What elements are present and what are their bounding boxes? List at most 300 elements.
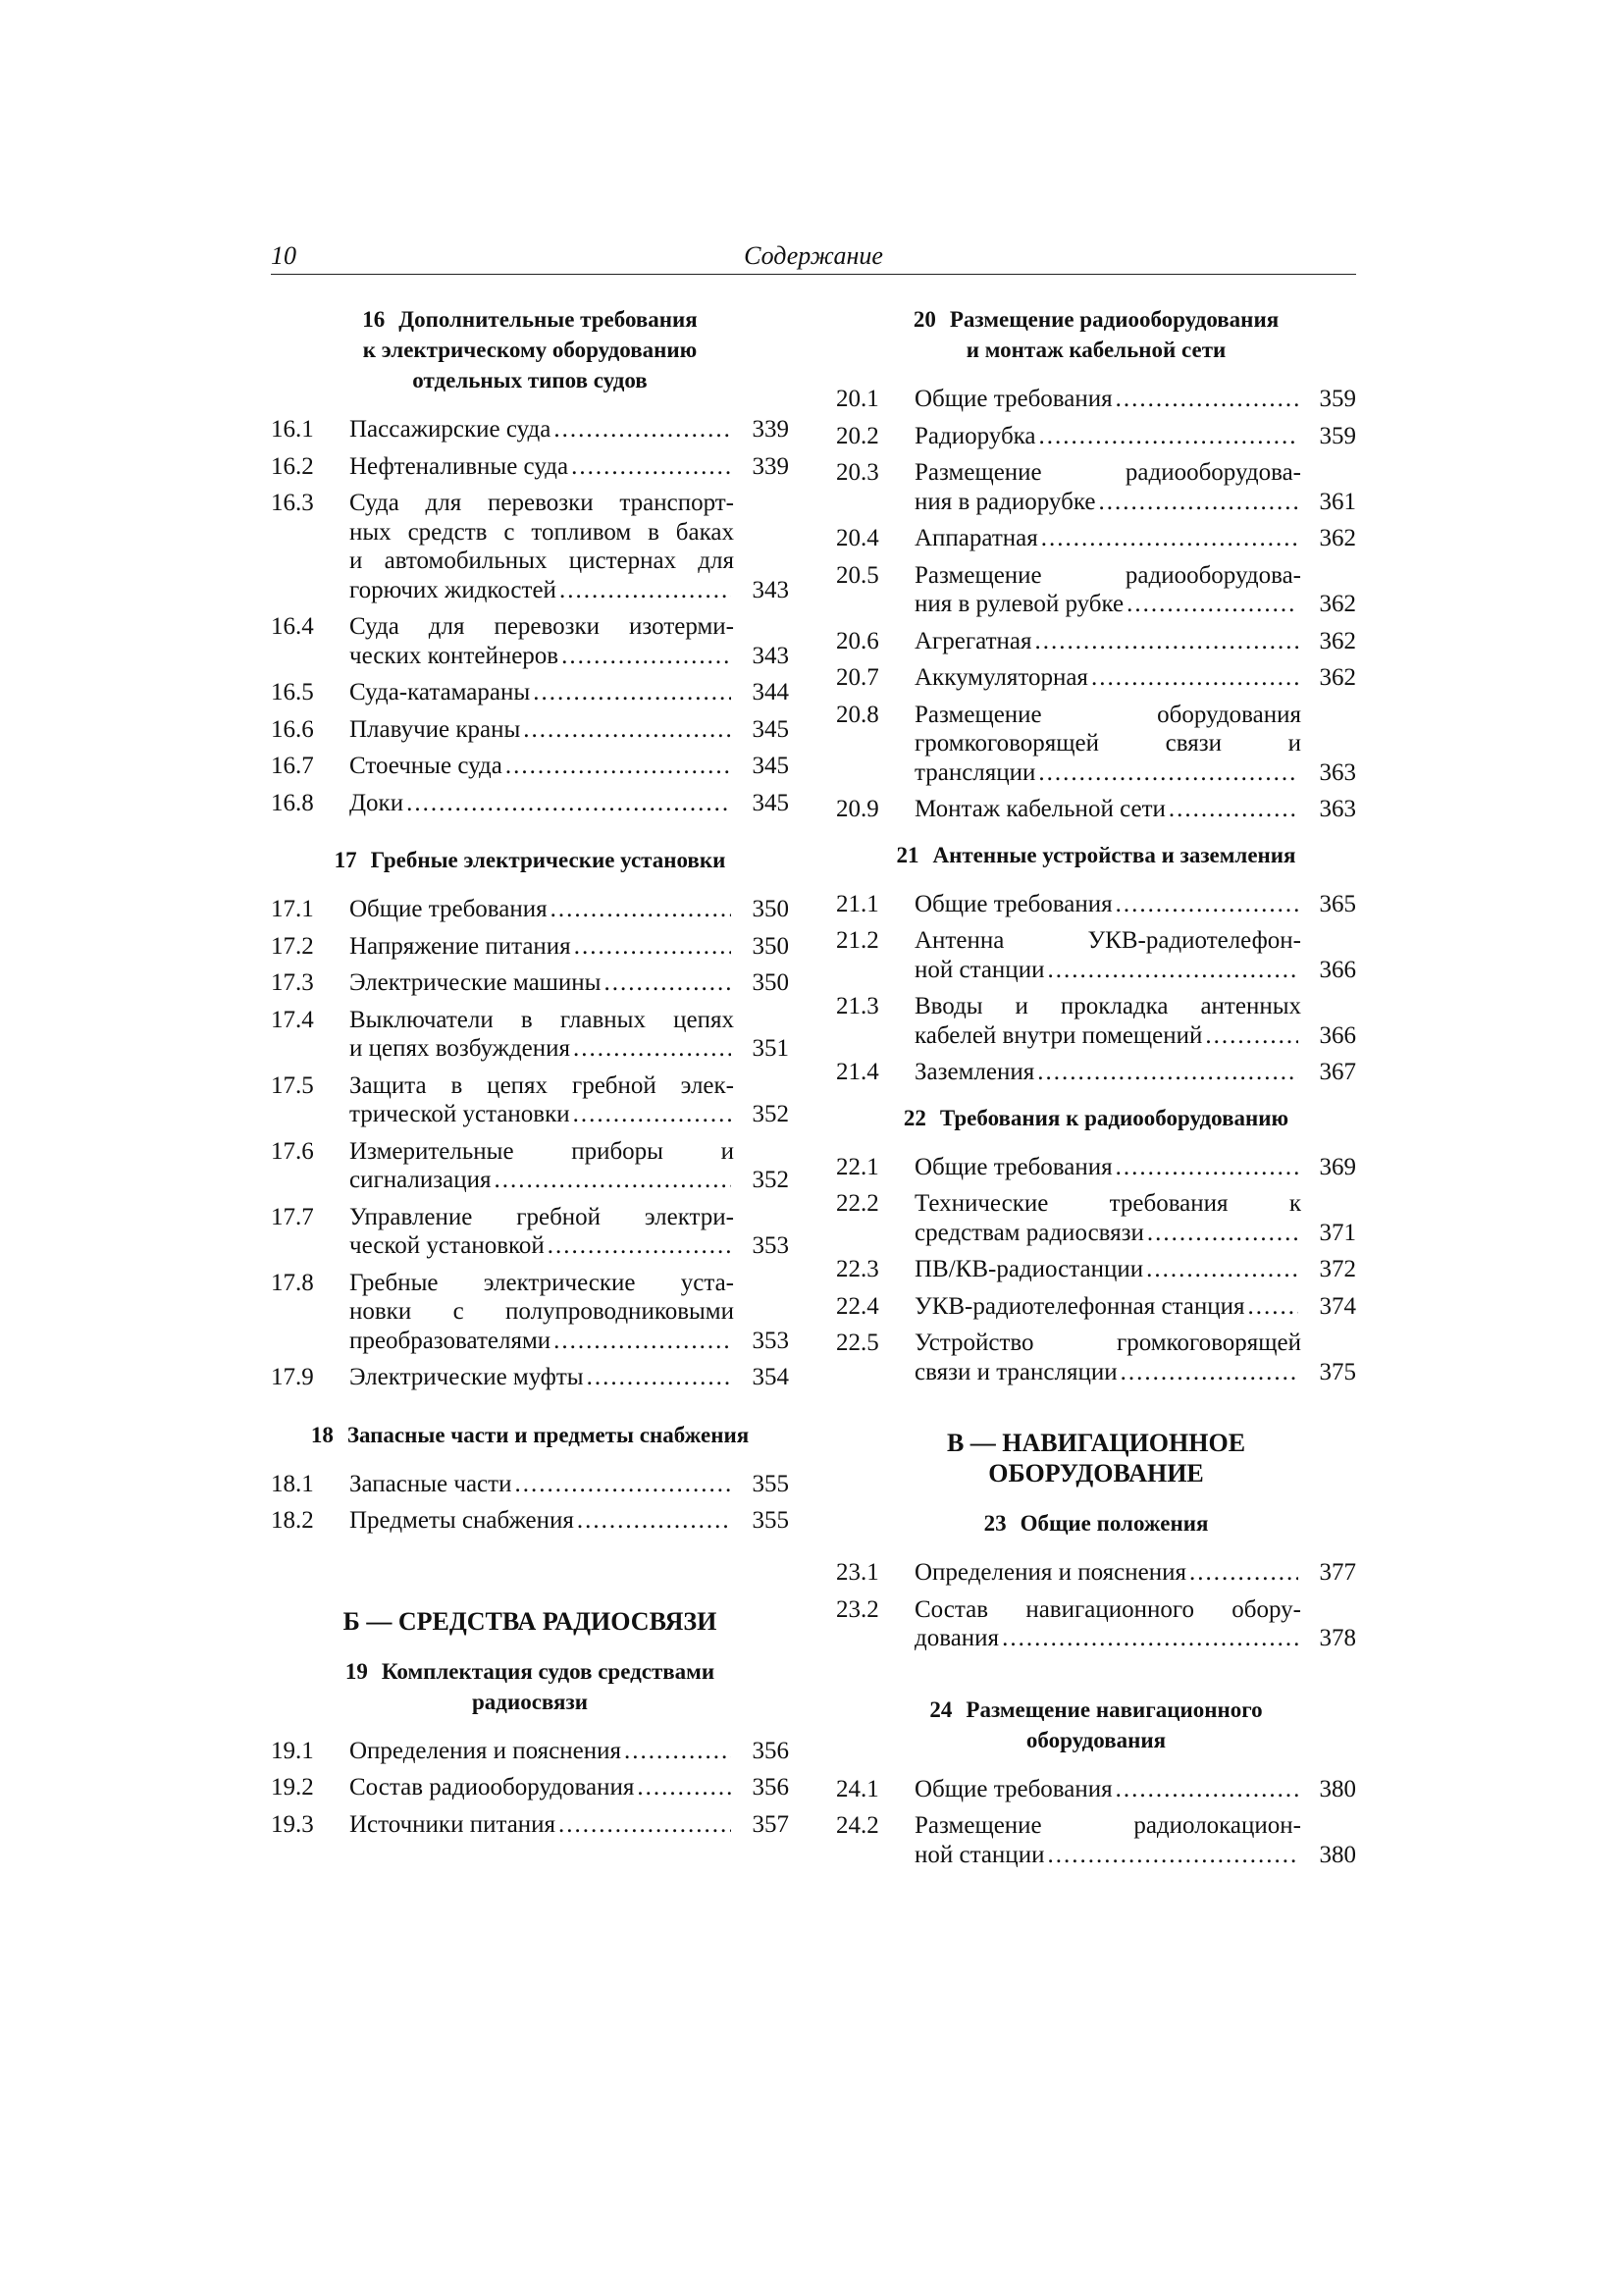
spacer [271, 1543, 789, 1606]
spacer [836, 1803, 1356, 1811]
entry-line: Суда для перевозки изотерми- [349, 613, 734, 640]
entry-title: ния в рулевой рубке [915, 591, 1125, 617]
spacer [836, 1095, 1356, 1103]
entry-line: Гребные электрические уста- [349, 1269, 734, 1296]
entry-line: Выключатели в главных цепях [349, 1006, 734, 1033]
entry-title: средствам радиосвязи [915, 1219, 1144, 1246]
toc-entry[interactable] [271, 1269, 789, 1356]
dot-leader [1248, 1292, 1299, 1322]
dot-leader [1147, 1219, 1298, 1248]
toc-entry[interactable] [836, 1811, 1356, 1869]
right-column [836, 304, 1356, 1877]
entry-number: 21.1 [836, 890, 879, 917]
section-number: 24 [929, 1696, 953, 1722]
entry-title: Нефтеналивные суда [349, 452, 569, 480]
entry-text [349, 932, 734, 962]
entry-title: Общие требования [915, 1153, 1113, 1180]
spacer [836, 414, 1356, 422]
spacer [271, 1355, 789, 1363]
section-heading [271, 304, 789, 395]
dot-leader [1121, 1358, 1298, 1387]
toc-entry[interactable] [836, 701, 1356, 788]
entry-number: 22.5 [836, 1330, 879, 1356]
spacer [836, 1133, 1356, 1153]
entry-title: Определения и пояснения [349, 1737, 621, 1764]
entry-number: 17.4 [271, 1006, 314, 1033]
entry-page: 365 [1319, 890, 1356, 917]
entry-number: 17.9 [271, 1364, 314, 1390]
entry-text [349, 715, 734, 745]
part-title-line: В — НАВИГАЦИОННОЕ [946, 1429, 1246, 1457]
entry-last-line [915, 524, 1301, 553]
entry-page: 377 [1319, 1559, 1356, 1586]
entry-page: 380 [1319, 1841, 1356, 1868]
dot-leader [587, 1363, 731, 1392]
entry-page: 352 [752, 1167, 789, 1193]
section-title-text: Требования к радиооборудованию [939, 1105, 1289, 1130]
spacer [836, 1588, 1356, 1595]
spacer [271, 781, 789, 789]
dot-leader [1037, 1058, 1298, 1087]
part-title: Б — СРЕДСТВА РАДИОСВЯЗИ [342, 1606, 717, 1636]
entry-page: 353 [752, 1232, 789, 1259]
spacer [836, 870, 1356, 890]
entry-text [349, 1006, 734, 1064]
spacer [836, 1386, 1356, 1394]
spacer [271, 1637, 789, 1656]
spacer [271, 395, 789, 415]
spacer [271, 1400, 789, 1420]
entry-last-line [915, 627, 1301, 656]
spacer [271, 998, 789, 1006]
spacer [836, 619, 1356, 627]
entry-number: 19.2 [271, 1774, 314, 1800]
entry-page: 345 [752, 715, 789, 743]
dot-leader [574, 932, 731, 962]
entry-last-line [349, 1773, 734, 1802]
dot-leader [637, 1773, 731, 1802]
section-number: 23 [983, 1511, 1007, 1536]
entry-title: Аккумуляторная [915, 664, 1088, 691]
toc-entry[interactable] [271, 1506, 789, 1536]
spacer [836, 1321, 1356, 1329]
entry-last-line [349, 932, 734, 962]
toc-entry[interactable] [271, 968, 789, 998]
entry-last-line [349, 1034, 734, 1064]
entry-last-line [915, 795, 1301, 824]
dot-leader [1047, 1841, 1298, 1870]
entry-title: Стоечные суда [349, 753, 502, 779]
entry-line: Суда для перевозки транспорт- [349, 490, 734, 516]
spacer [836, 450, 1356, 458]
entry-page: 361 [1319, 488, 1356, 515]
entry-number: 17.8 [271, 1269, 314, 1296]
entry-title: горючих жидкостей [349, 576, 556, 603]
toc-entry[interactable] [271, 1810, 789, 1840]
entry-text [349, 1506, 734, 1536]
left-column [271, 304, 789, 1847]
entry-number: 22.4 [836, 1292, 879, 1320]
spacer [271, 707, 789, 715]
section-heading-line [836, 1695, 1356, 1725]
spacer [836, 1394, 1356, 1428]
entry-title: Общие требования [915, 1775, 1113, 1802]
entry-number: 20.6 [836, 627, 879, 654]
entry-page: 362 [1319, 591, 1356, 617]
entry-text [349, 752, 734, 781]
toc-entry[interactable] [271, 678, 789, 707]
entry-title: Аппаратная [915, 525, 1038, 551]
entry-last-line [349, 1231, 734, 1261]
spacer [836, 1284, 1356, 1292]
dot-leader [1039, 422, 1298, 451]
entry-last-line [349, 895, 734, 924]
section-heading-line [836, 1103, 1356, 1133]
entry-title: Общие требования [915, 386, 1113, 412]
entry-text [915, 1811, 1301, 1869]
section-title-text: Общие положения [1020, 1511, 1209, 1536]
spacer [271, 744, 789, 752]
dot-leader [1038, 758, 1298, 788]
entry-number: 17.6 [271, 1137, 314, 1165]
entry-page: 362 [1319, 525, 1356, 551]
spacer [271, 604, 789, 612]
dot-leader [514, 1470, 731, 1499]
page-number: 10 [271, 241, 296, 270]
entry-page: 350 [752, 969, 789, 996]
section-number: 21 [896, 842, 919, 867]
entry-page: 374 [1319, 1292, 1356, 1320]
section-title-text: к электрическому оборудованию [362, 338, 698, 362]
entry-line: Управление гребной электри- [349, 1203, 734, 1230]
toc-entry[interactable] [271, 752, 789, 781]
entry-last-line [349, 1506, 734, 1536]
entry-last-line [349, 968, 734, 998]
toc-entry[interactable] [271, 612, 789, 670]
toc-entry[interactable] [271, 489, 789, 604]
dot-leader [1126, 590, 1298, 619]
spacer [836, 918, 1356, 926]
entry-title: Электрические муфты [349, 1364, 584, 1390]
toc-entry[interactable] [836, 1292, 1356, 1322]
spacer [271, 1392, 789, 1400]
entry-title: преобразователями [349, 1327, 551, 1354]
toc-entry[interactable] [271, 1071, 789, 1129]
spacer [836, 1869, 1356, 1877]
dot-leader [1116, 1775, 1298, 1804]
entry-page: 343 [752, 642, 789, 669]
section-title-text: Запасные части и предметы снабжения [346, 1422, 750, 1447]
spacer [271, 817, 789, 825]
entry-line: Размещение оборудования [915, 701, 1301, 728]
entry-last-line [349, 642, 734, 671]
toc-entry[interactable] [271, 715, 789, 745]
entry-text [915, 627, 1301, 656]
entry-text [915, 1558, 1301, 1588]
toc-entry[interactable] [836, 795, 1356, 824]
spacer [836, 984, 1356, 992]
section-number: 18 [310, 1422, 334, 1447]
toc-entry[interactable] [271, 1470, 789, 1499]
dot-leader [550, 895, 731, 924]
entry-text [349, 895, 734, 924]
entry-page: 369 [1319, 1153, 1356, 1180]
section-heading-line [271, 1420, 789, 1450]
entry-title: Запасные части [349, 1470, 512, 1497]
dot-leader [603, 968, 731, 998]
entry-title: Радиорубка [915, 422, 1036, 449]
toc-entry[interactable] [271, 452, 789, 482]
toc-entry[interactable] [836, 627, 1356, 656]
entry-last-line [349, 789, 734, 818]
toc-entry[interactable] [836, 422, 1356, 451]
entry-number: 17.2 [271, 932, 314, 960]
toc-entry[interactable] [836, 992, 1356, 1050]
section-number: 17 [334, 848, 357, 872]
toc-entry[interactable] [271, 1773, 789, 1802]
toc-entry[interactable] [836, 385, 1356, 414]
entry-line: Устройство громкоговорящей [915, 1330, 1301, 1356]
spacer [271, 670, 789, 678]
dot-leader [1189, 1558, 1298, 1588]
entry-number: 22.1 [836, 1153, 879, 1180]
entry-page: 359 [1319, 386, 1356, 412]
section-title-text: Размещение навигационного [966, 1696, 1263, 1722]
entry-number: 16.2 [271, 452, 314, 480]
spacer [271, 1064, 789, 1071]
entry-text [915, 1292, 1301, 1322]
toc-entry[interactable] [836, 1153, 1356, 1182]
entry-line: новки с полупроводниковыми [349, 1298, 734, 1325]
spacer [836, 1087, 1356, 1095]
toc-entry[interactable] [836, 926, 1356, 984]
section-title-text: оборудования [1025, 1727, 1167, 1752]
entry-number: 19.3 [271, 1810, 314, 1838]
entry-page: 363 [1319, 758, 1356, 786]
entry-text [349, 1137, 734, 1195]
toc-entry[interactable] [271, 1137, 789, 1195]
entry-text [915, 890, 1301, 919]
entry-title: трической установки [349, 1101, 570, 1127]
toc-entry[interactable] [271, 1203, 789, 1261]
entry-text [915, 385, 1301, 414]
entry-number: 16.5 [271, 679, 314, 705]
entry-line: Размещение радиооборудова- [915, 459, 1301, 486]
entry-title: Общие требования [915, 890, 1113, 917]
toc-entry[interactable] [836, 1595, 1356, 1653]
entry-number: 20.8 [836, 701, 879, 728]
toc-entry[interactable] [271, 415, 789, 444]
section-number: 20 [913, 307, 936, 332]
toc-entry[interactable] [271, 1006, 789, 1064]
entry-text [915, 663, 1301, 693]
entry-number: 22.2 [836, 1190, 879, 1217]
toc-entry[interactable] [836, 1255, 1356, 1284]
entry-text [349, 678, 734, 707]
spacer [271, 825, 789, 845]
entry-number: 20.7 [836, 664, 879, 691]
dot-leader [561, 642, 731, 671]
entry-last-line [349, 1166, 734, 1195]
toc-entry[interactable] [271, 1363, 789, 1392]
spacer [836, 1539, 1356, 1558]
entry-number: 20.5 [836, 561, 879, 589]
entry-text [349, 1737, 734, 1766]
entry-text [915, 458, 1301, 516]
section-title-text: радиосвязи [472, 1689, 588, 1714]
entry-number: 16.1 [271, 416, 314, 443]
entry-title: связи и трансляции [915, 1358, 1118, 1385]
spacer [271, 1450, 789, 1470]
section-heading-line [271, 845, 789, 875]
entry-text [915, 1775, 1301, 1804]
entry-page: 356 [752, 1737, 789, 1764]
section-heading-line [836, 840, 1356, 870]
toc-entry[interactable] [271, 1737, 789, 1766]
entry-title: Пассажирские суда [349, 416, 551, 443]
entry-title: и цепях возбуждения [349, 1035, 571, 1062]
entry-last-line [915, 1558, 1301, 1588]
toc-entry[interactable] [271, 932, 789, 962]
spacer [836, 1181, 1356, 1189]
spacer [271, 961, 789, 968]
entry-title: Доки [349, 789, 404, 816]
entry-number: 16.8 [271, 789, 314, 816]
entry-number: 20.1 [836, 386, 879, 412]
entry-page: 339 [752, 416, 789, 443]
entry-page: 371 [1319, 1219, 1356, 1246]
entry-title: трансляции [915, 758, 1036, 786]
entry-text [915, 422, 1301, 451]
entry-line: Размещение радиолокацион- [915, 1812, 1301, 1839]
dot-leader [1035, 627, 1298, 656]
entry-last-line [915, 663, 1301, 693]
entry-text [915, 992, 1301, 1050]
entry-page: 353 [752, 1327, 789, 1354]
entry-last-line [349, 452, 734, 482]
entry-page: 354 [752, 1364, 789, 1390]
entry-title: дования [915, 1625, 1000, 1651]
entry-number: 24.1 [836, 1775, 879, 1802]
entry-last-line [915, 1775, 1301, 1804]
entry-last-line [915, 1058, 1301, 1087]
entry-last-line [915, 1153, 1301, 1182]
toc-entry[interactable] [836, 1775, 1356, 1804]
toc-entry[interactable] [836, 1189, 1356, 1247]
entry-text [915, 1058, 1301, 1087]
dot-leader [406, 789, 731, 818]
section-heading [836, 1508, 1356, 1539]
entry-last-line [349, 1363, 734, 1392]
section-heading [836, 840, 1356, 870]
entry-number: 18.1 [271, 1470, 314, 1497]
spacer [271, 1195, 789, 1203]
entry-text [349, 1269, 734, 1356]
dot-leader [573, 1034, 731, 1064]
entry-line: Состав навигационного обору- [915, 1595, 1301, 1623]
toc-entry[interactable] [271, 895, 789, 924]
entry-last-line [915, 1358, 1301, 1387]
entry-number: 18.2 [271, 1507, 314, 1534]
entry-text [349, 415, 734, 444]
entry-text [915, 524, 1301, 553]
entry-line: и автомобильных цистернах для [349, 548, 734, 574]
spacer [271, 1765, 789, 1773]
section-heading-line [271, 1687, 789, 1717]
dot-leader [523, 715, 731, 745]
spacer [836, 365, 1356, 385]
toc-entry[interactable] [836, 458, 1356, 516]
section-heading-line [836, 1508, 1356, 1539]
entry-page: 350 [752, 896, 789, 922]
section-heading [271, 845, 789, 875]
entry-page: 345 [752, 789, 789, 816]
entry-line: Размещение радиооборудова- [915, 561, 1301, 589]
entry-last-line [915, 758, 1301, 788]
section-heading-line [271, 304, 789, 335]
section-number: 19 [344, 1658, 368, 1684]
spacer [271, 444, 789, 452]
toc-entry[interactable] [271, 789, 789, 818]
spacer [836, 1653, 1356, 1661]
dot-leader [1146, 1255, 1298, 1284]
entry-page: 375 [1319, 1358, 1356, 1385]
entry-title: ческой установкой [349, 1232, 545, 1259]
dot-leader [577, 1506, 731, 1536]
entry-title: Источники питания [349, 1810, 556, 1838]
section-heading [271, 1656, 789, 1717]
toc-entry[interactable] [836, 890, 1356, 919]
dot-leader [1116, 385, 1298, 414]
spacer [271, 481, 789, 489]
entry-line: громкоговорящей связи и [915, 730, 1301, 757]
entry-line: Антенна УКВ-радиотелефон- [915, 927, 1301, 954]
entry-number: 20.3 [836, 459, 879, 486]
dot-leader [1091, 663, 1298, 693]
entry-number: 20.4 [836, 525, 879, 551]
toc-entry[interactable] [836, 561, 1356, 619]
entry-line: Измерительные приборы и [349, 1137, 734, 1165]
entry-text [915, 561, 1301, 619]
entry-text [915, 1153, 1301, 1182]
entry-page: 350 [752, 932, 789, 960]
entry-last-line [915, 1219, 1301, 1248]
toc-entry[interactable] [836, 663, 1356, 693]
spacer [836, 1488, 1356, 1508]
spacer [836, 516, 1356, 524]
toc-entry[interactable] [836, 1329, 1356, 1386]
dot-leader [1047, 956, 1298, 985]
entry-title: Электрические машины [349, 969, 602, 996]
entry-page: 343 [752, 576, 789, 603]
entry-page: 378 [1319, 1625, 1356, 1651]
section-heading [836, 1695, 1356, 1755]
entry-number: 16.7 [271, 753, 314, 779]
dot-leader [1002, 1624, 1298, 1653]
entry-page: 351 [752, 1035, 789, 1062]
entry-title: ческих контейнеров [349, 642, 559, 669]
toc-entry[interactable] [836, 1058, 1356, 1087]
toc-entry[interactable] [836, 1558, 1356, 1588]
entry-number: 17.7 [271, 1203, 314, 1230]
spacer [836, 1661, 1356, 1695]
entry-last-line [915, 590, 1301, 619]
entry-text [915, 701, 1301, 788]
spacer [271, 1129, 789, 1137]
entry-line: Технические требования к [915, 1190, 1301, 1217]
entry-number: 17.5 [271, 1071, 314, 1099]
toc-entry[interactable] [836, 524, 1356, 553]
